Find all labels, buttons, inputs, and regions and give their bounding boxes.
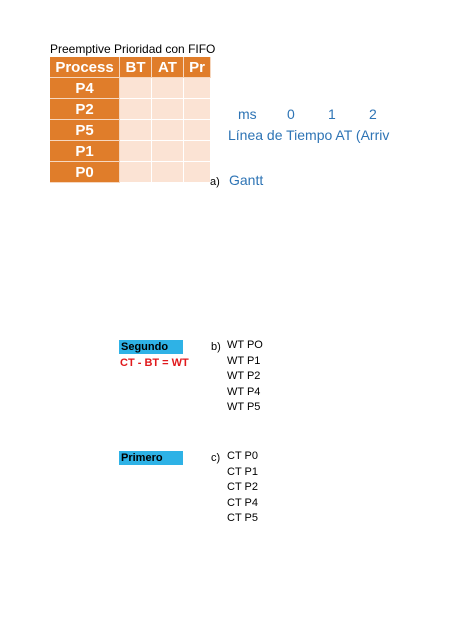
table-row (50, 78, 211, 99)
process-table (50, 57, 211, 183)
at-cell[interactable] (152, 78, 184, 99)
list-item: CT P5 (227, 512, 258, 524)
table-row (50, 141, 211, 162)
timeline-tick: 2 (369, 106, 377, 122)
primero-tag: Primero (119, 451, 183, 465)
page-title: Preemptive Prioridad con FIFO (50, 42, 216, 56)
bt-cell[interactable] (120, 120, 152, 141)
table-header-row (50, 57, 211, 78)
header-at: AT (152, 57, 184, 78)
segundo-tag: Segundo (119, 340, 183, 354)
timeline-tick: 0 (287, 106, 295, 122)
timeline-tick: 1 (328, 106, 336, 122)
ct-list (227, 449, 258, 527)
list-item: WT P2 (227, 370, 261, 382)
list-item: CT P2 (227, 481, 258, 493)
at-cell[interactable] (152, 120, 184, 141)
process-name: P2 (50, 99, 120, 120)
at-cell[interactable] (152, 99, 184, 120)
table-row (50, 162, 211, 183)
list-item: WT P5 (227, 401, 261, 413)
pr-cell[interactable] (184, 162, 211, 183)
list-item: WT P1 (227, 354, 261, 367)
bt-cell[interactable] (120, 162, 152, 183)
pr-cell[interactable] (184, 120, 211, 141)
timeline-ms-label: ms (238, 106, 257, 122)
at-cell[interactable] (152, 141, 184, 162)
header-process: Process (50, 57, 120, 78)
gantt-marker: a) (210, 176, 220, 188)
bt-cell[interactable] (120, 78, 152, 99)
section-c-marker: c) (211, 452, 221, 464)
bt-cell[interactable] (120, 99, 152, 120)
header-bt: BT (120, 57, 152, 78)
bt-cell[interactable] (120, 141, 152, 162)
process-name: P0 (50, 162, 120, 183)
list-item: CT P0 (227, 450, 258, 462)
pr-cell[interactable] (184, 78, 211, 99)
process-name: P1 (50, 141, 120, 162)
timeline-label: Línea de Tiempo AT (Arriv (228, 127, 390, 143)
pr-cell[interactable] (184, 141, 211, 162)
section-b-marker: b) (211, 341, 221, 353)
process-name: P5 (50, 120, 120, 141)
at-cell[interactable] (152, 162, 184, 183)
list-item: WT PO (227, 339, 263, 351)
wt-list (227, 338, 263, 416)
list-item: CT P1 (227, 465, 258, 478)
list-item: CT P4 (227, 496, 258, 509)
gantt-label: Gantt (229, 172, 264, 188)
wt-formula: CT - BT = WT (120, 357, 189, 369)
table-row (50, 99, 211, 120)
process-name: P4 (50, 78, 120, 99)
list-item: WT P4 (227, 385, 261, 398)
table-row (50, 120, 211, 141)
pr-cell[interactable] (184, 99, 211, 120)
header-pr: Pr (184, 57, 211, 78)
